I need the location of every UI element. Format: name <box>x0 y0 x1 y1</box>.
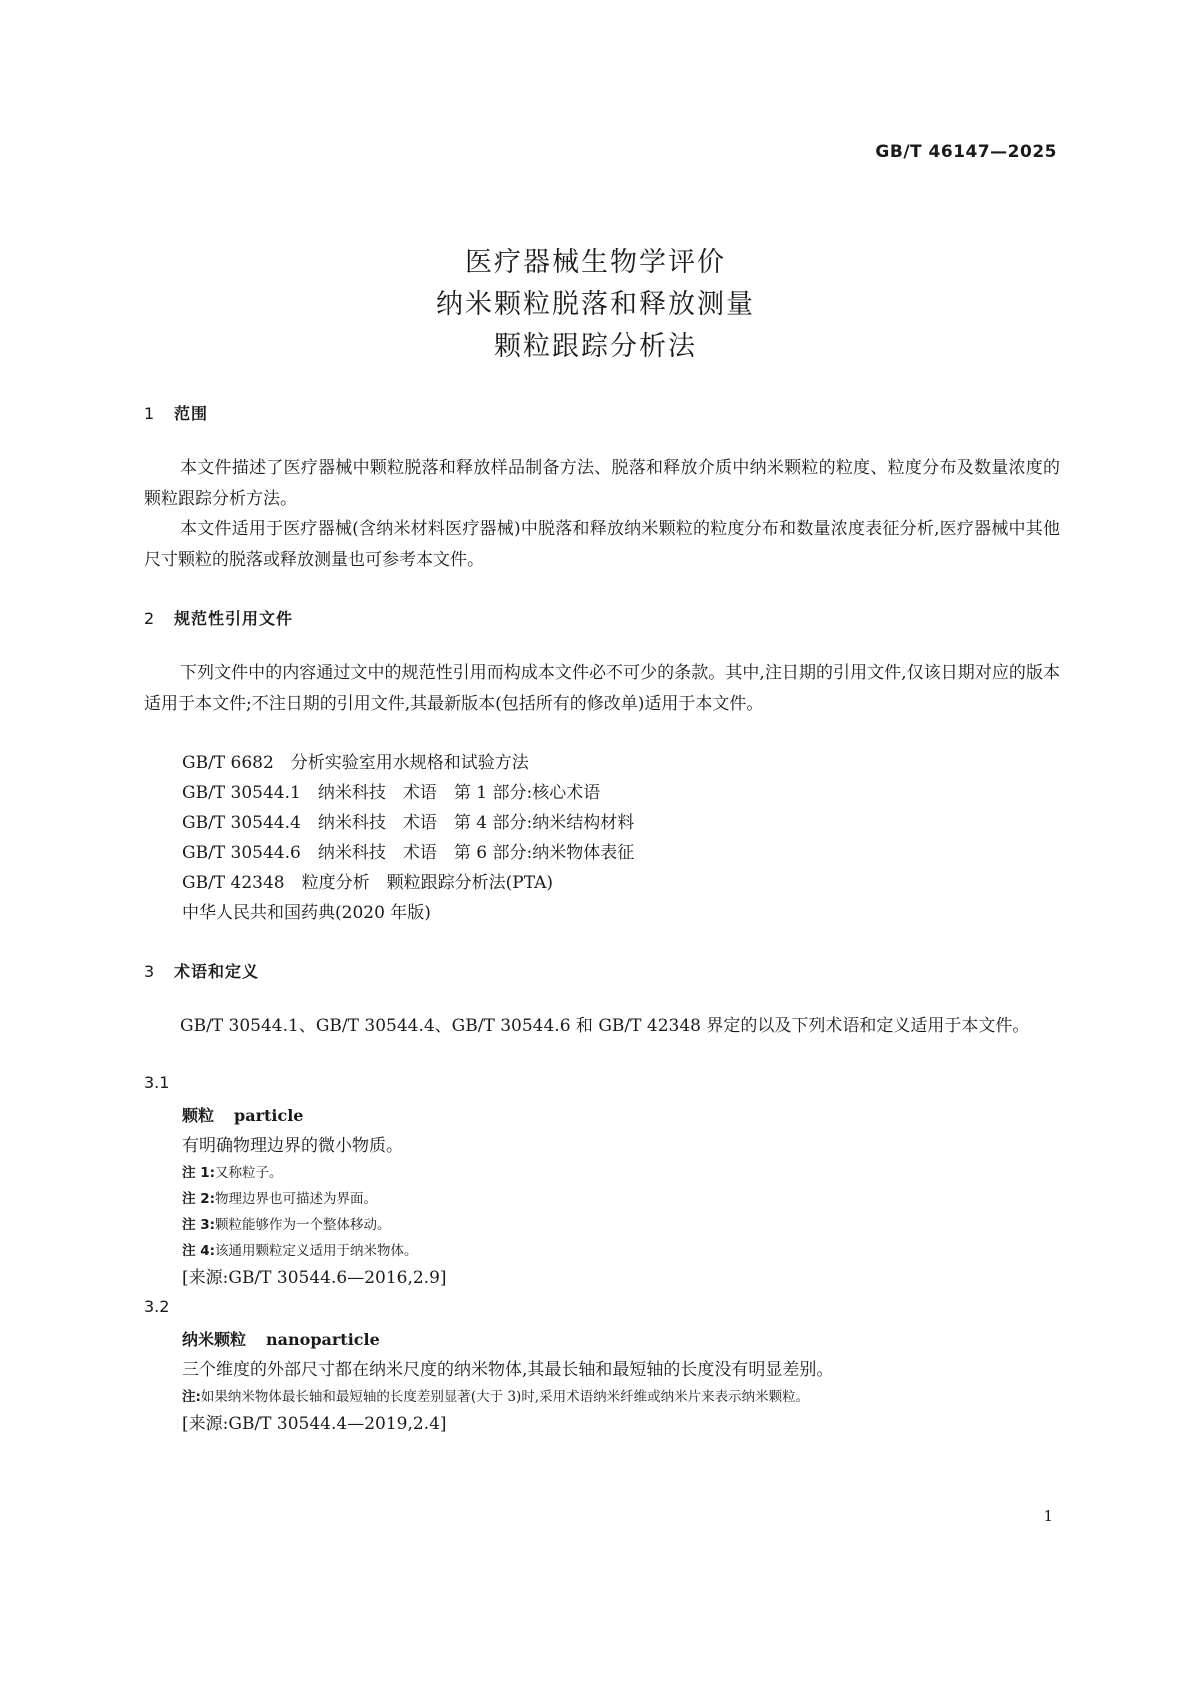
note-text: 该通用颗粒定义适用于纳米物体。 <box>215 1243 418 1259</box>
document-title-line-3: 颗粒跟踪分析法 <box>494 331 697 362</box>
note-label: 注 4: <box>182 1243 215 1259</box>
term-number: 3.1 <box>144 1073 170 1092</box>
term-note <box>182 1161 283 1181</box>
term-heading <box>182 1103 303 1126</box>
note-label: 注 3: <box>182 1217 215 1233</box>
term-number: 3.2 <box>144 1297 170 1316</box>
term-note <box>182 1187 377 1207</box>
note-text: 又称粒子。 <box>215 1165 283 1181</box>
term-note <box>182 1213 391 1233</box>
term-en: particle <box>234 1106 304 1125</box>
standard-code: GB/T 46147—2025 <box>875 142 1057 162</box>
term-definition: 有明确物理边界的微小物质。 <box>182 1136 403 1156</box>
section-title: 范围 <box>174 404 209 423</box>
term-source: [来源:GB/T 30544.6—2016,2.9] <box>182 1268 447 1288</box>
section-title: 规范性引用文件 <box>174 609 294 628</box>
reference-item: GB/T 30544.1 纳米科技 术语 第 1 部分:核心术语 <box>182 783 601 803</box>
reference-item: GB/T 30544.4 纳米科技 术语 第 4 部分:纳米结构材料 <box>182 813 635 833</box>
reference-item: GB/T 6682 分析实验室用水规格和试验方法 <box>182 753 529 773</box>
note-label: 注 2: <box>182 1191 215 1207</box>
document-title-line-2: 纳米颗粒脱落和释放测量 <box>436 289 755 320</box>
term-heading <box>182 1327 380 1350</box>
note-label: 注: <box>182 1389 201 1405</box>
reference-item: 中华人民共和国药典(2020 年版) <box>182 903 431 923</box>
section-heading-normative-references <box>144 606 293 629</box>
note-text: 如果纳米物体最长轴和最短轴的长度差别显著(大于 3)时,采用术语纳米纤维或纳米片来表示纳米颗粒。 <box>200 1389 810 1405</box>
section-number: 1 <box>144 404 156 423</box>
paragraph: GB/T 30544.1、GB/T 30544.4、GB/T 30544.6 和 GB/T 42348 界定的以及下列术语和定义适用于本文件。 <box>180 1016 1030 1036</box>
section-title: 术语和定义 <box>174 962 260 981</box>
section-heading-scope <box>144 401 208 424</box>
term-zh: 纳米颗粒 <box>182 1330 247 1349</box>
note-text: 物理边界也可描述为界面。 <box>215 1191 377 1207</box>
paragraph: 本文件适用于医疗器械(含纳米材料医疗器械)中脱落和释放纳米颗粒的粒度分布和数量浓度表征分析,医疗器械中其他尺寸颗粒的脱落或释放测量也可参考本文件。 <box>144 519 1060 570</box>
document-title-line-1: 医疗器械生物学评价 <box>465 247 726 278</box>
note-label: 注 1: <box>182 1165 215 1181</box>
reference-item: GB/T 30544.6 纳米科技 术语 第 6 部分:纳米物体表征 <box>182 843 635 863</box>
term-en: nanoparticle <box>266 1330 380 1349</box>
term-note <box>182 1239 418 1259</box>
reference-item: GB/T 42348 粒度分析 颗粒跟踪分析法(PTA) <box>182 873 554 893</box>
section-number: 2 <box>144 609 156 628</box>
page-number: 1 <box>1043 1507 1053 1525</box>
term-source: [来源:GB/T 30544.4—2019,2.4] <box>182 1414 447 1434</box>
note-text: 颗粒能够作为一个整体移动。 <box>215 1217 391 1233</box>
section-heading-terms <box>144 959 259 982</box>
paragraph: 下列文件中的内容通过文中的规范性引用而构成本文件必不可少的条款。其中,注日期的引用文件,仅该日期对应的版本适用于本文件;不注日期的引用文件,其最新版本(包括所有的修改单)适用于本文件。 <box>144 663 1060 714</box>
section-number: 3 <box>144 962 156 981</box>
paragraph: 本文件描述了医疗器械中颗粒脱落和释放样品制备方法、脱落和释放介质中纳米颗粒的粒度、粒度分布及数量浓度的颗粒跟踪分析方法。 <box>144 458 1060 509</box>
term-definition: 三个维度的外部尺寸都在纳米尺度的纳米物体,其最长轴和最短轴的长度没有明显差别。 <box>182 1360 834 1380</box>
term-note <box>182 1385 809 1405</box>
term-zh: 颗粒 <box>182 1106 215 1125</box>
